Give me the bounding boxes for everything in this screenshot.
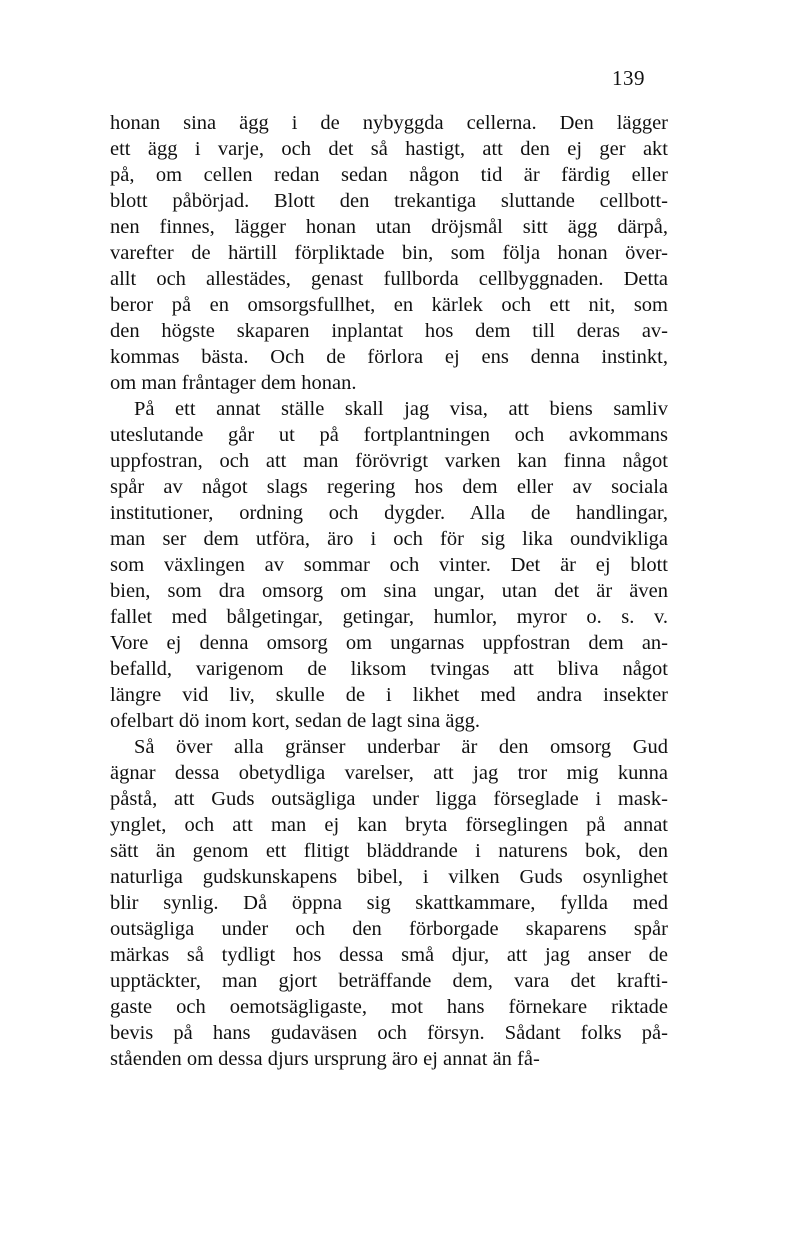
text-line: outsägliga under och den förborgade skaparens spår: [110, 918, 668, 940]
text-line: kommas bästa. Och de förlora ej ens denna instinkt,: [110, 346, 668, 368]
text-line: allt och allestädes, genast fullborda cellbyggnaden. Detta: [110, 268, 668, 290]
text-line: fallet med bålgetingar, getingar, humlor, myror o. s. v.: [110, 606, 668, 628]
text-line: På ett annat ställe skall jag visa, att biens samliv: [134, 398, 668, 420]
text-line: på, om cellen redan sedan någon tid är färdig eller: [110, 164, 668, 186]
text-line: ofelbart dö inom kort, sedan de lagt sina ägg.: [110, 710, 481, 732]
text-line: man ser dem utföra, äro i och för sig lika oundvikliga: [110, 528, 668, 550]
text-line: upptäckter, man gjort beträffande dem, vara det krafti-: [110, 970, 668, 992]
paragraph: [110, 734, 668, 1072]
text-line: längre vid liv, skulle de i likhet med andra insekter: [110, 684, 668, 706]
text-line: uppfostran, och att man förövrigt varken kan finna något: [110, 450, 668, 472]
text-line: ägnar dessa obetydliga varelser, att jag tror mig kunna: [110, 762, 668, 784]
text-line: bevis på hans gudaväsen och försyn. Sådant folks på-: [110, 1022, 668, 1044]
text-line: honan sina ägg i de nybyggda cellerna. Den lägger: [110, 112, 668, 134]
text-line: ståenden om dessa djurs ursprung äro ej annat än få-: [110, 1048, 540, 1070]
text-line: om man fråntager dem honan.: [110, 372, 357, 394]
paragraph: [110, 396, 668, 734]
text-line: spår av något slags regering hos dem eller av sociala: [110, 476, 668, 498]
text-line: bien, som dra omsorg om sina ungar, utan det är även: [110, 580, 668, 602]
text-line: ett ägg i varje, och det så hastigt, att den ej ger akt: [110, 138, 668, 160]
text-line: institutioner, ordning och dygder. Alla de handlingar,: [110, 502, 668, 524]
text-line: nen finnes, lägger honan utan dröjsmål sitt ägg därpå,: [110, 216, 668, 238]
text-line: som växlingen av sommar och vinter. Det är ej blott: [110, 554, 668, 576]
text-line: blir synlig. Då öppna sig skattkammare, fyllda med: [110, 892, 668, 914]
text-line: påstå, att Guds outsägliga under ligga förseglade i mask-: [110, 788, 668, 810]
text-line: Vore ej denna omsorg om ungarnas uppfostran dem an-: [110, 632, 668, 654]
text-line: beror på en omsorgsfullhet, en kärlek och ett nit, som: [110, 294, 668, 316]
text-line: naturliga gudskunskapens bibel, i vilken Guds osynlighet: [110, 866, 668, 888]
text-line: gaste och oemotsägligaste, mot hans förnekare riktade: [110, 996, 668, 1018]
text-line: varefter de härtill förpliktade bin, som följa honan över-: [110, 242, 668, 264]
page-number: 139: [612, 66, 645, 90]
text-line: ynglet, och att man ej kan bryta förseglingen på annat: [110, 814, 668, 836]
paragraph: [110, 110, 668, 396]
body-text: [110, 110, 668, 1072]
text-line: befalld, varigenom de liksom tvingas att bliva något: [110, 658, 668, 680]
text-line: Så över alla gränser underbar är den omsorg Gud: [134, 736, 668, 758]
text-line: uteslutande går ut på fortplantningen och avkommans: [110, 424, 668, 446]
text-line: märkas så tydligt hos dessa små djur, att jag anser de: [110, 944, 668, 966]
text-line: sätt än genom ett flitigt bläddrande i naturens bok, den: [110, 840, 668, 862]
text-line: blott påbörjad. Blott den trekantiga sluttande cellbott-: [110, 190, 668, 212]
text-line: den högste skaparen inplantat hos dem till deras av-: [110, 320, 668, 342]
